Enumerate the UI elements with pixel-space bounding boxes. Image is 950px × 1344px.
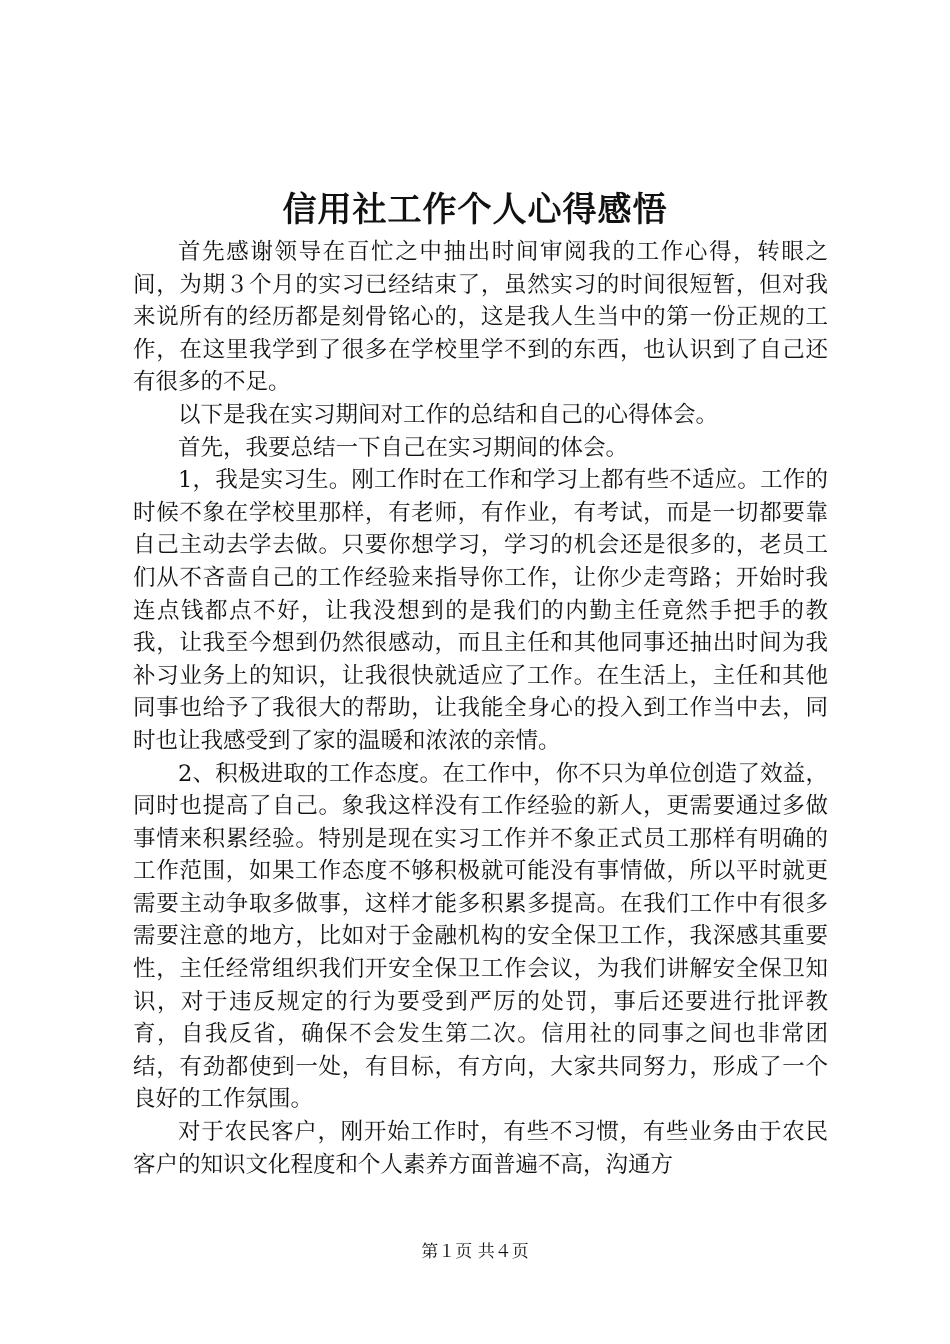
paragraph: 以下是我在实习期间对工作的总结和自己的心得体会。 xyxy=(178,401,719,428)
page-footer: 第１页 共４页 xyxy=(421,1242,529,1262)
document-title: 信用社工作个人心得感悟 xyxy=(282,190,668,230)
paragraph: 2、积极进取的工作态度。在工作中，你不只为单位创造了效益，同时也提高了自己。象我这样没有工作经验的新人，更需要通过多做事情来积累经验。特别是现在实习工作并不象正式员工那样有明确的工作范围，如果工作态度不够积极就可能没有事情做，所以平时就更需要主动争取多做事，这样才能多积累多提高。在我们工作中有很多需要注意的地方，比如对于金融机构的安全保卫工作，我深感其重要性，主任经常组织我们开安全保卫工作会议，为我们讲解安全保卫知识，对于违反规定的行为要受到严厉的处罚，事后还要进行批评教育，自我反省，确保不会发生第二次。信用社的同事之间也非常团结，有劲都使到一处，有目标，有方向，大家共同努力，形成了一个良好的工作氛围。 xyxy=(133,760,828,1113)
paragraph: 1，我是实习生。刚工作时在工作和学习上都有些不适应。工作的时候不象在学校里那样，有老师，有作业，有考试，而是一切都要靠自己主动去学去做。只要你想学习，学习的机会还是很多的，老员工们从不吝啬自己的工作经验来指导你工作，让你少走弯路；开始时我连点钱都点不好，让我没想到的是我们的内勤主任竟然手把手的教我，让我至今想到仍然很感动，而且主任和其他同事还抽出时间为我补习业务上的知识，让我很快就适应了工作。在生活上，主任和其他同事也给予了我很大的帮助，让我能全身心的投入到工作当中去，同时也让我感受到了家的温暖和浓浓的亲情。 xyxy=(133,467,828,754)
paragraph: 首先，我要总结一下自己在实习期间的体会。 xyxy=(178,434,629,461)
document-body xyxy=(133,236,828,1181)
paragraph: 首先感谢领导在百忙之中抽出时间审阅我的工作心得，转眼之间，为期３个月的实习已经结束了，虽然实习的时间很短暂，但对我来说所有的经历都是刻骨铭心的，这是我人生当中的第一份正规的工作，在这里我学到了很多在学校里学不到的东西，也认识到了自己还有很多的不足。 xyxy=(133,239,828,396)
paragraph: 对于农民客户，刚开始工作时，有些不习惯，有些业务由于农民客户的知识文化程度和个人素养方面普遍不高，沟通方 xyxy=(133,1119,828,1178)
